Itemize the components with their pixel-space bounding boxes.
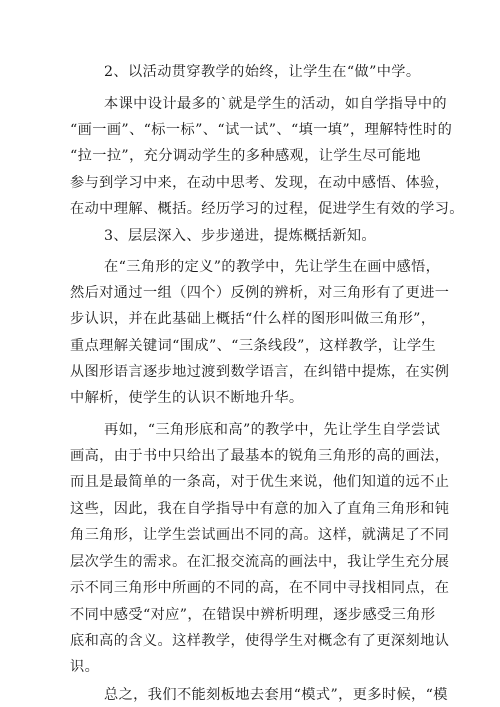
paragraph-line: 角三角形，让学生尝试画出不同的高。这样，就满足了不同	[70, 527, 450, 543]
paragraph-line: 在动中理解、概括。经历学习的过程，促进学生有效的学习。	[70, 201, 464, 217]
paragraph-line: 总之，我们不能刻板地去套用“模式”，更多时候，“模	[104, 687, 448, 703]
paragraph-line: 步认识，并在此基础上概括“什么样的图形叫做三角形”，	[70, 311, 436, 327]
paragraph-line: 再如，“三角形底和高”的教学中，先让学生自学尝试	[104, 422, 441, 438]
paragraph-line: 示不同三角形中所画的不同的高，在不同中寻找相同点，在	[70, 580, 450, 596]
paragraph-line: 本课中设计最多的`就是学生的活动，如自学指导中的	[104, 96, 448, 112]
paragraph-line: 层次学生的需求。在汇报交流高的画法中，我让学生充分展	[70, 554, 450, 570]
paragraph-line: 3、层层深入、步步递进，提炼概括新知。	[104, 228, 377, 244]
paragraph-line: 识。	[70, 659, 100, 675]
paragraph-line: 底和高的含义。这样教学，使得学生对概念有了更深刻地认	[70, 633, 450, 649]
paragraph-line: 而且是最简单的一条高，对于优生来说，他们知道的远不止	[70, 474, 450, 490]
paragraph-line: 画高，由于书中只给出了最基本的锐角三角形的高的画法，	[70, 448, 450, 464]
paragraph-line: 中解析，使学生的认识不断地升华。	[70, 390, 304, 406]
paragraph-line: 重点理解关键词“围成”、“三条线段”，这样教学，让学生	[70, 338, 437, 354]
paragraph-line: 2、以活动贯穿教学的始终，让学生在“做”中学。	[104, 64, 421, 80]
paragraph-line: 这些，因此，我在自学指导中有意的加入了直角三角形和钝	[70, 501, 450, 517]
paragraph-line: 从图形语言逐步地过渡到数学语言，在纠错中提炼，在实例	[70, 364, 450, 380]
paragraph-line: 不同中感受“对应”，在错误中辨析明理，逐步感受三角形	[70, 607, 436, 623]
paragraph-line: “拉一拉”，充分调动学生的多种感观，让学生尽可能地	[70, 148, 421, 164]
paragraph-line: 在“三角形的定义”的教学中，先让学生在画中感悟，	[104, 259, 441, 275]
paragraph-line: 参与到学习中来，在动中思考、发现，在动中感悟、体验，	[70, 175, 450, 191]
paragraph-line: 然后对通过一组（四个）反例的辨析，对三角形有了更进一	[70, 285, 450, 301]
paragraph-line: “画一画”、“标一标”、“试一试”、“填一填”，理解特性时的	[70, 122, 453, 138]
